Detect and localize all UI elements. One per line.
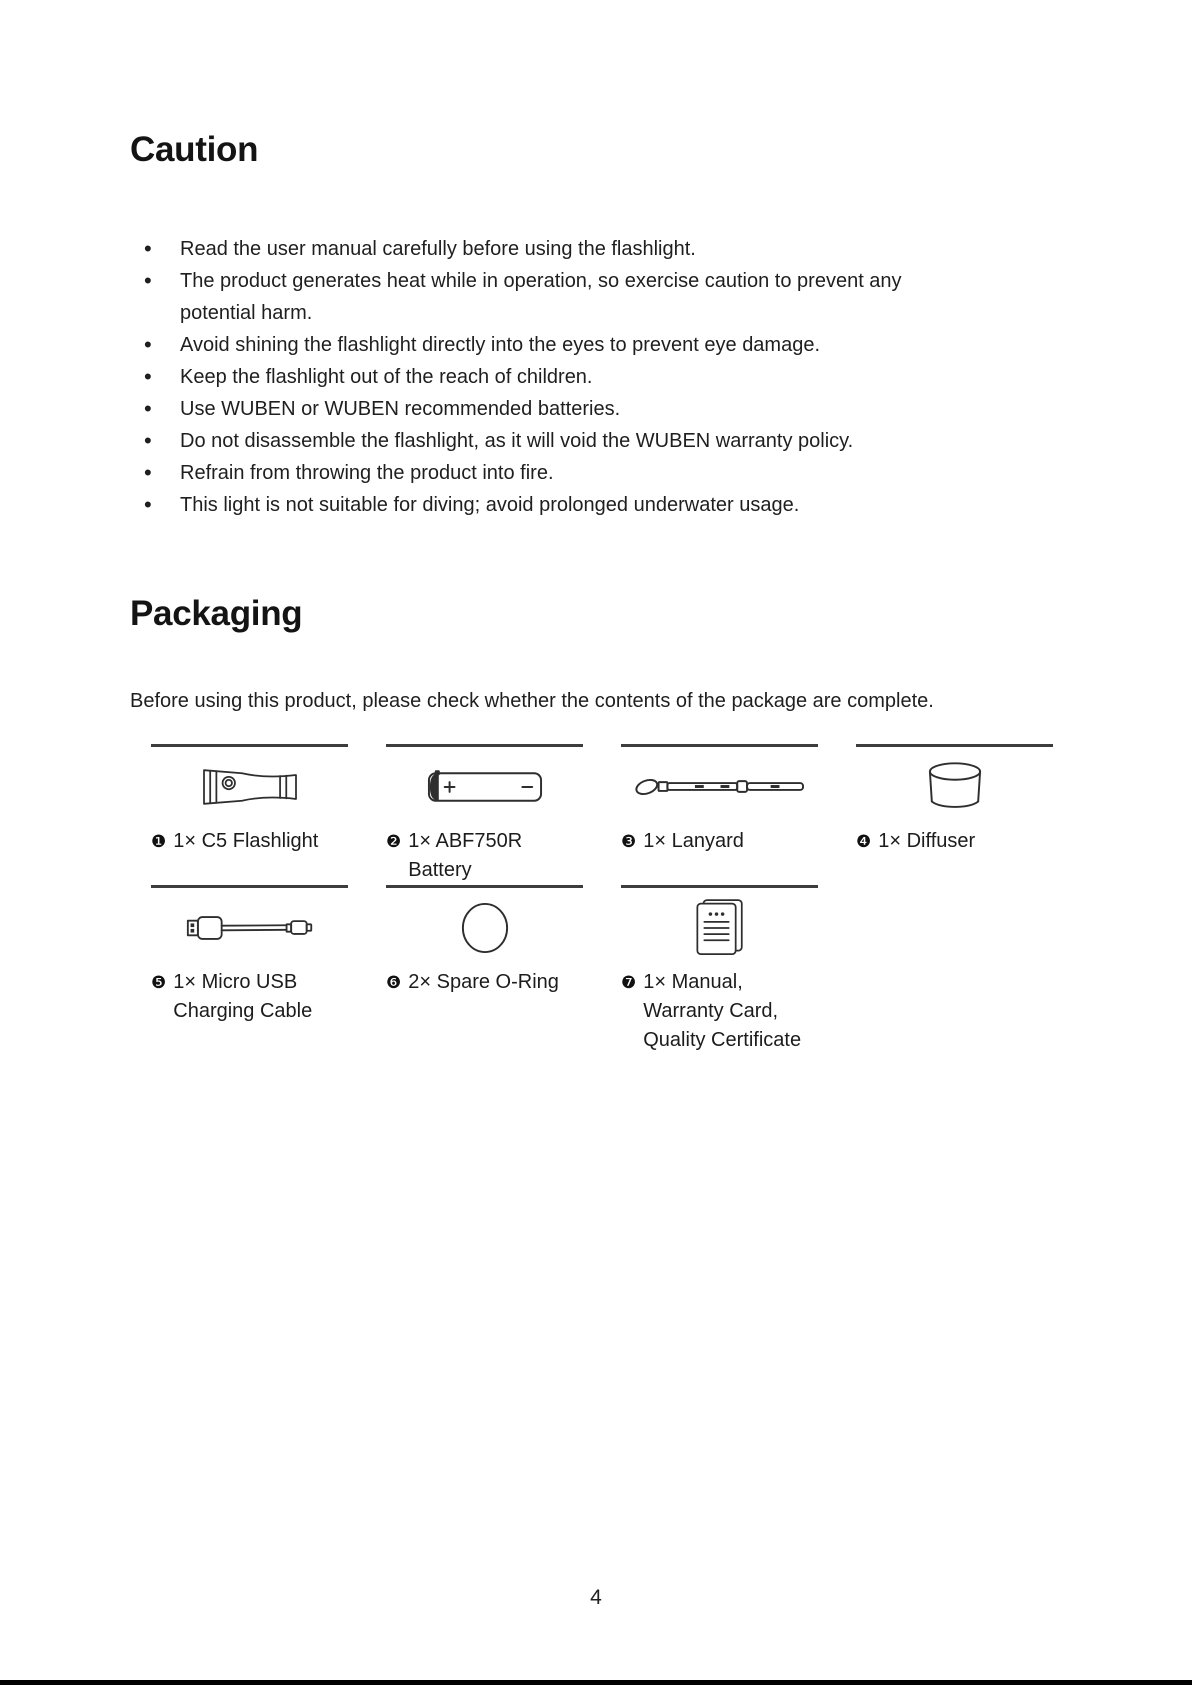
caution-heading: Caution <box>130 130 259 169</box>
caution-item: • The product generates heat while in operation, so exercise caution to prevent any potential harm. <box>130 265 980 329</box>
item-number-badge: ❻ <box>386 973 402 992</box>
flashlight-icon <box>151 747 348 827</box>
caution-list <box>130 233 980 521</box>
item-label-o-ring <box>386 968 583 997</box>
caution-item: • Keep the flashlight out of the reach of children. <box>130 361 980 393</box>
item-text: 1× Manual, Warranty Card, <box>643 971 779 1022</box>
item-number-badge: ❹ <box>856 832 872 851</box>
item-text: 1× C5 Flashlight <box>173 830 319 852</box>
item-text-line2: Charging Cable <box>173 1000 313 1022</box>
caution-item: • Use WUBEN or WUBEN recommended batteries. <box>130 393 980 425</box>
lanyard-icon <box>621 747 818 827</box>
package-item-documents <box>621 885 818 1055</box>
caution-item: • Refrain from throwing the product into fire. <box>130 457 980 489</box>
item-label-documents <box>621 968 818 1055</box>
usb-cable-icon <box>151 888 348 968</box>
diffuser-icon <box>856 747 1053 827</box>
item-text: 1× Micro USB <box>173 971 298 993</box>
item-text-line2: Quality Certificate <box>643 1029 802 1051</box>
package-item-usb-cable <box>151 885 348 1055</box>
item-label-flashlight <box>151 827 348 856</box>
documents-icon <box>621 888 818 968</box>
package-item-flashlight <box>151 744 348 885</box>
item-text: 2× Spare O-Ring <box>408 971 559 993</box>
package-item-battery <box>386 744 583 885</box>
item-number-badge: ❶ <box>151 832 167 851</box>
package-item-o-ring <box>386 885 583 1055</box>
packaging-intro: Before using this product, please check whether the contents of the package are complete. <box>130 690 934 712</box>
item-text: 1× ABF750R Battery <box>408 830 523 881</box>
item-text: 1× Lanyard <box>643 830 744 852</box>
caution-item: • Avoid shining the flashlight directly into the eyes to prevent eye damage. <box>130 329 980 361</box>
caution-item: • Do not disassemble the flashlight, as it will void the WUBEN warranty policy. <box>130 425 980 457</box>
battery-icon <box>386 747 583 827</box>
packaging-heading: Packaging <box>130 594 303 633</box>
item-number-badge: ❸ <box>621 832 637 851</box>
packaging-grid <box>151 744 1053 1055</box>
item-label-usb-cable <box>151 968 348 1026</box>
item-label-diffuser <box>856 827 1053 856</box>
o-ring-icon <box>386 888 583 968</box>
item-number-badge: ❺ <box>151 973 167 992</box>
item-label-battery <box>386 827 583 885</box>
caution-item: • Read the user manual carefully before using the flashlight. <box>130 233 980 265</box>
package-item-diffuser <box>856 744 1053 885</box>
caution-item: • This light is not suitable for diving; avoid prolonged underwater usage. <box>130 489 980 521</box>
page-bottom-edge <box>0 1680 1192 1685</box>
item-number-badge: ❼ <box>621 973 637 992</box>
item-number-badge: ❷ <box>386 832 402 851</box>
item-label-lanyard <box>621 827 818 856</box>
item-text: 1× Diffuser <box>878 830 976 852</box>
package-item-lanyard <box>621 744 818 885</box>
page-number: 4 <box>590 1586 602 1609</box>
